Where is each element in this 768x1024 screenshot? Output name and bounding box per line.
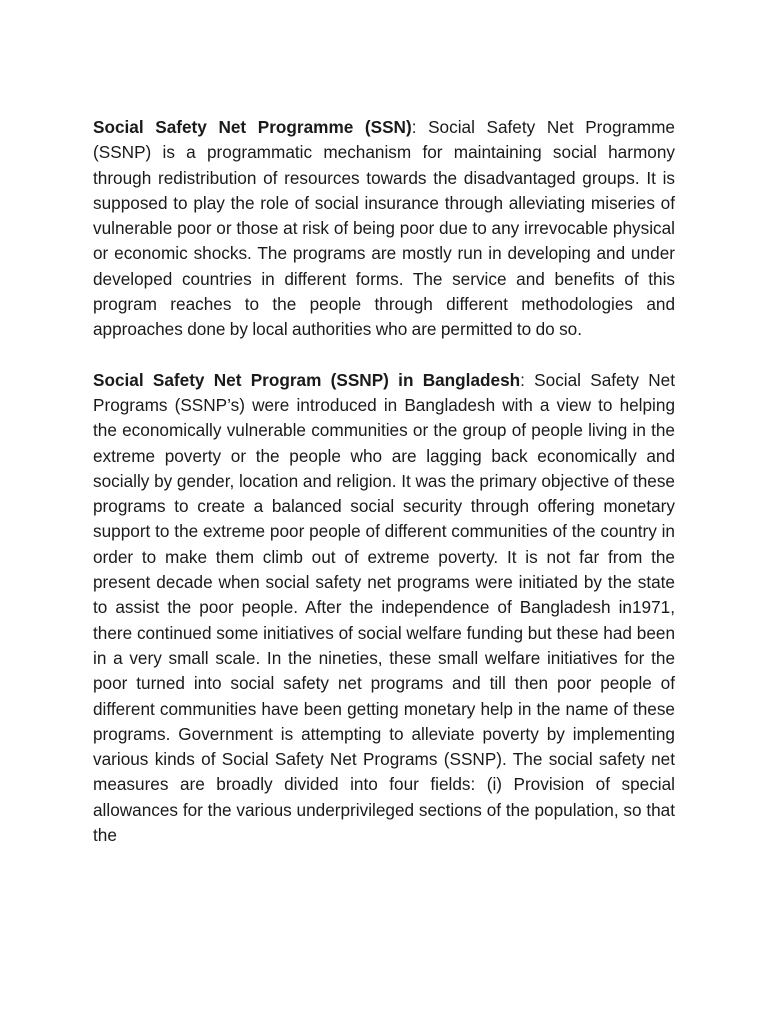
paragraph-body: : Social Safety Net Programs (SSNP’s) were introduced in Bangladesh with a view to helping the economically vulnerable communities or the group of people living in the extreme poverty or the people who are lagging back economically and socially by gender, location and religion. It was the primary objective of these programs to create a balanced social security through offering monetary support to the extreme poor people of different communities of the country in order to make them climb out of extreme poverty. It is not far from the present decade when social safety net programs were initiated by the state to assist the poor people. After the independence of Bangladesh in1971, there continued some initiatives of social welfare funding but these had been in a very small scale. In the nineties, these small welfare initiatives for the poor turned into social safety net programs and till then poor people of different communities have been getting monetary help in the name of these programs. Government is attempting to alleviate poverty by implementing various kinds of Social Safety Net Programs (SSNP). The social safety net measures are broadly divided into four fields: (i) Provision of special allowances for the various underprivileged sections of the population, so that the xyxy=(93,369,675,846)
paragraph-body: : Social Safety Net Programme (SSNP) is a programmatic mechanism for maintaining social harmony through redistribution of resources towards the disadvantaged groups. It is supposed to play the role of social insurance through alleviating miseries of vulnerable poor or those at risk of being poor due to any irrevocable physical or economic shocks. The programs are mostly run in developing and under developed countries in different forms. The service and benefits of this program reaches to the people through different methodologies and approaches done by local authorities who are permitted to do so. xyxy=(93,117,675,340)
paragraph-heading: Social Safety Net Programme (SSN) xyxy=(93,117,412,137)
paragraph-ssnp-bangladesh xyxy=(93,368,675,849)
document-page xyxy=(93,115,675,848)
paragraph-ssn-definition xyxy=(93,115,675,343)
paragraph-heading: Social Safety Net Program (SSNP) in Bangladesh xyxy=(93,369,521,390)
